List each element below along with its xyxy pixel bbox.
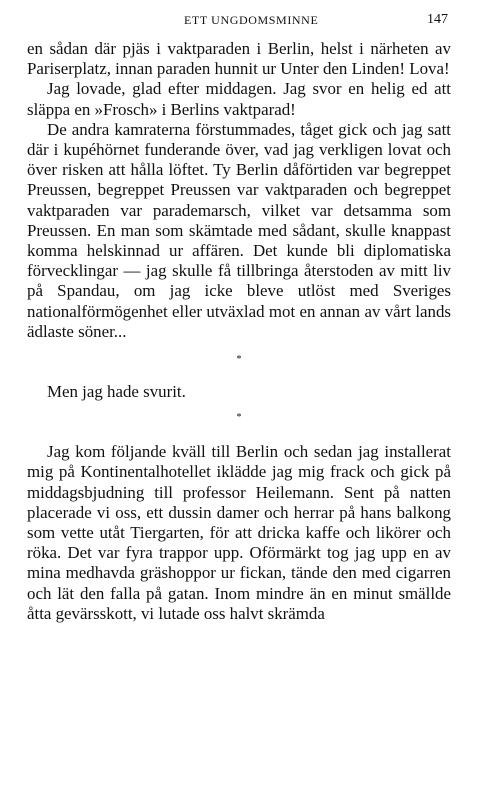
body-text bbox=[27, 39, 451, 624]
paragraph-2: Jag lovade, glad efter middagen. Jag svor en helig ed att släppa en »Frosch» i Berlins vaktparad! bbox=[27, 79, 451, 119]
paragraph-4: Men jag hade svurit. bbox=[47, 382, 186, 402]
paragraph-1: en sådan där pjäs i vaktparaden i Berlin, helst i närheten av Pariserplatz, innan paraden hunnit ur Unter den Linden! Lova! bbox=[27, 39, 451, 79]
page-header bbox=[44, 10, 448, 32]
page-number: 147 bbox=[427, 12, 448, 27]
running-title: ETT UNGDOMSMINNE bbox=[184, 13, 319, 27]
section-divider: * bbox=[236, 354, 242, 366]
paragraph-3: De andra kamraterna förstummades, tåget gick och jag satt där i kupéhörnet funderande över, vad jag verkligen lovat och över risken att hålla löftet. Ty Berlin dåförtiden var begreppet Preussen, begreppet Preussen var vaktparaden och begreppet vaktparaden var parademarsch, vilket var detsamma som Preussen. En man som skämtade med sådant, skulle knappast komma helskinnad ur affären. Det kunde bli diplomatiska förvecklingar — jag skulle få tillbringa återstoden av mitt liv på Spandau, om jag icke bleve utlöst med Sveriges nationalförmögenhet eller utväxlad mot en annan av vårt lands ädlaste söner... bbox=[27, 119, 451, 341]
section-divider: * bbox=[236, 412, 242, 424]
paragraph-5: Jag kom följande kväll till Berlin och sedan jag installerat mig på Kontinentalhotellet iklädde jag mig frack och gick på middagsbjudning till professor Heilemann. Sent på natten placerade vi oss, ett dussin damer och herrar på hans balkong som vette utåt Tiergarten, för att dricka kaffe och likörer och röka. Det var fyra trappor upp. Oförmärkt tog jag upp en av mina medhavda gräshoppor ur fickan, tände den med cigarren och lät den falla på gatan. Inom mindre än en minut smällde åtta gevärsskott, vi lutade oss halvt skrämda bbox=[27, 442, 451, 623]
